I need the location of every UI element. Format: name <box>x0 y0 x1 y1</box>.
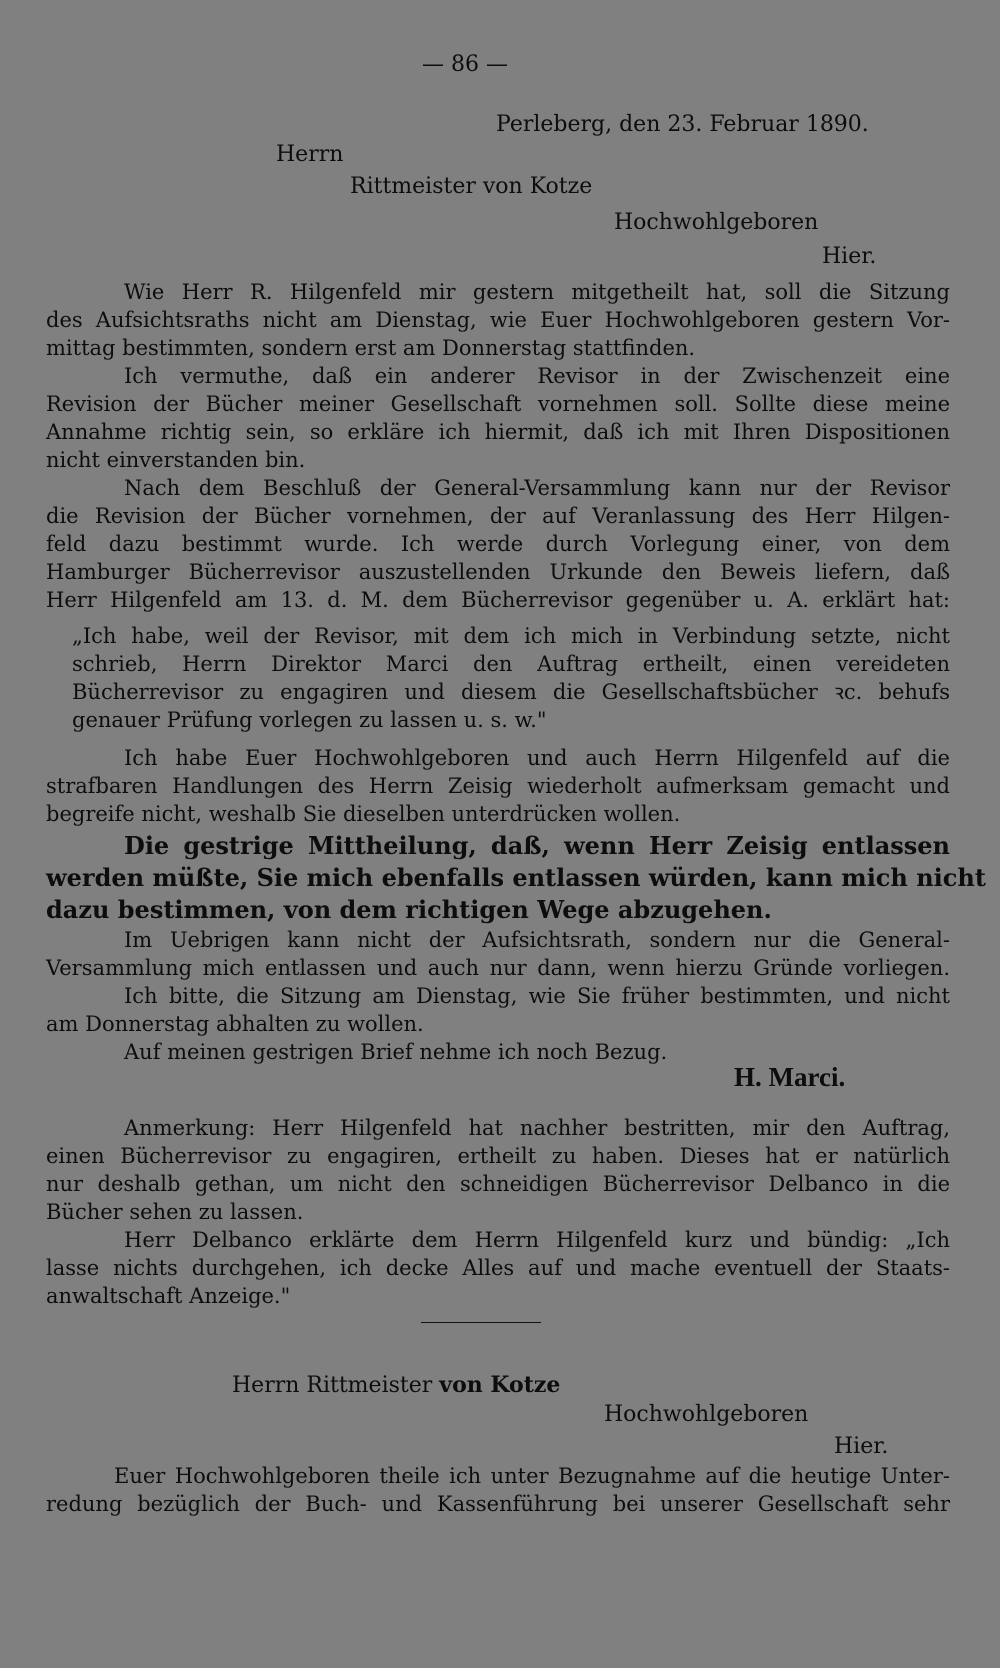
addressee-prefix: Herrn Rittmeister <box>232 1373 433 1398</box>
text-line: Ich vermuthe, daß ein anderer Revisor in der Zwischenzeit eine <box>124 364 950 388</box>
salutation: Herrn <box>276 142 344 167</box>
honorific: Hochwohlgeboren <box>614 210 819 235</box>
text-line: Ich habe Euer Hochwohlgeboren und auch Herrn Hilgenfeld auf die <box>124 746 950 770</box>
addressee-name: von Kotze <box>439 1372 561 1398</box>
location: Hier. <box>834 1434 889 1459</box>
location: Hier. <box>822 244 877 269</box>
note-line: anwaltschaft Anzeige." <box>46 1284 291 1308</box>
quote-line: „Ich habe, weil der Revisor, mit dem ich mich in Verbindung setzte, nicht <box>72 624 950 648</box>
text-line: feld dazu bestimmt wurde. Ich werde durch Vorlegung einer, von dem <box>46 532 950 556</box>
addressee: Rittmeister von Kotze <box>350 174 593 199</box>
honorific: Hochwohlgeboren <box>604 1402 809 1427</box>
text-line: des Aufsichtsraths nicht am Dienstag, wie Euer Hochwohlgeboren gestern Vor- <box>46 308 950 332</box>
note-line: einen Bücherrevisor zu engagiren, ertheilt zu haben. Dieses hat er natürlich <box>46 1144 950 1168</box>
note-line: nur deshalb gethan, um nicht den schneidigen Bücherrevisor Delbanco in die <box>46 1172 950 1196</box>
dateline: Perleberg, den 23. Februar 1890. <box>496 112 869 137</box>
text-line: Im Uebrigen kann nicht der Aufsichtsrath, sondern nur die General- <box>124 928 950 952</box>
text-line: Wie Herr R. Hilgenfeld mir gestern mitgetheilt hat, soll die Sitzung <box>124 280 950 304</box>
text-line: Versammlung mich entlassen und auch nur dann, wenn hierzu Gründe vorliegen. <box>46 956 950 980</box>
text-line: am Donnerstag abhalten zu wollen. <box>46 1012 424 1036</box>
text-line: nicht einverstanden bin. <box>46 448 306 472</box>
text-line: Herr Hilgenfeld am 13. d. M. dem Bücherrevisor gegenüber u. A. erklärt hat: <box>46 588 950 612</box>
text-line: Euer Hochwohlgeboren theile ich unter Bezugnahme auf die heutige Unter- <box>114 1464 950 1488</box>
bold-line: dazu bestimmen, von dem richtigen Wege abzugehen. <box>46 895 772 924</box>
text-line: Auf meinen gestrigen Brief nehme ich noch Bezug. <box>124 1040 668 1064</box>
bold-line: Die gestrige Mittheilung, daß, wenn Herr Zeisig entlassen <box>124 831 950 860</box>
quote-line: schrieb, Herrn Direktor Marci den Auftrag ertheilt, einen vereideten <box>72 652 950 676</box>
text-line: mittag bestimmten, sondern erst am Donnerstag stattfinden. <box>46 336 696 360</box>
note-line: Herr Delbanco erklärte dem Herrn Hilgenfeld kurz und bündig: „Ich <box>124 1228 950 1252</box>
page-number: — 86 — <box>422 52 508 77</box>
text-line: Revision der Bücher meiner Gesellschaft vornehmen soll. Sollte diese meine <box>46 392 950 416</box>
section-divider <box>421 1322 541 1323</box>
quote-line: Bücherrevisor zu engagiren und diesem die Gesellschaftsbücher ꝛc. behufs <box>72 680 950 704</box>
note-line: Anmerkung: Herr Hilgenfeld hat nachher bestritten, mir den Auftrag, <box>124 1116 950 1140</box>
text-line: Nach dem Beschluß der General-Versammlung kann nur der Revisor <box>124 476 950 500</box>
text-line: begreife nicht, weshalb Sie dieselben unterdrücken wollen. <box>46 802 681 826</box>
note-line: lasse nichts durchgehen, ich decke Alles auf und mache eventuell der Staats- <box>46 1256 950 1280</box>
bold-line: werden müßte, Sie mich ebenfalls entlassen würden, kann mich nicht <box>46 863 986 892</box>
text-line: Ich bitte, die Sitzung am Dienstag, wie Sie früher bestimmten, und nicht <box>124 984 950 1008</box>
text-line: Hamburger Bücherrevisor auszustellenden Urkunde den Beweis liefern, daß <box>46 560 950 584</box>
signature: H. Marci. <box>734 1062 846 1092</box>
text-line: strafbaren Handlungen des Herrn Zeisig wiederholt aufmerksam gemacht und <box>46 774 950 798</box>
text-line: die Revision der Bücher vornehmen, der auf Veranlassung des Herr Hilgen- <box>46 504 950 528</box>
quote-line: genauer Prüfung vorlegen zu lassen u. s. w." <box>72 708 547 732</box>
note-line: Bücher sehen zu lassen. <box>46 1200 304 1224</box>
addressee-line <box>232 1372 560 1398</box>
text-line: redung bezüglich der Buch- und Kassenführung bei unserer Gesellschaft sehr <box>46 1492 950 1516</box>
text-line: Annahme richtig sein, so erkläre ich hiermit, daß ich mit Ihren Dispositionen <box>46 420 950 444</box>
